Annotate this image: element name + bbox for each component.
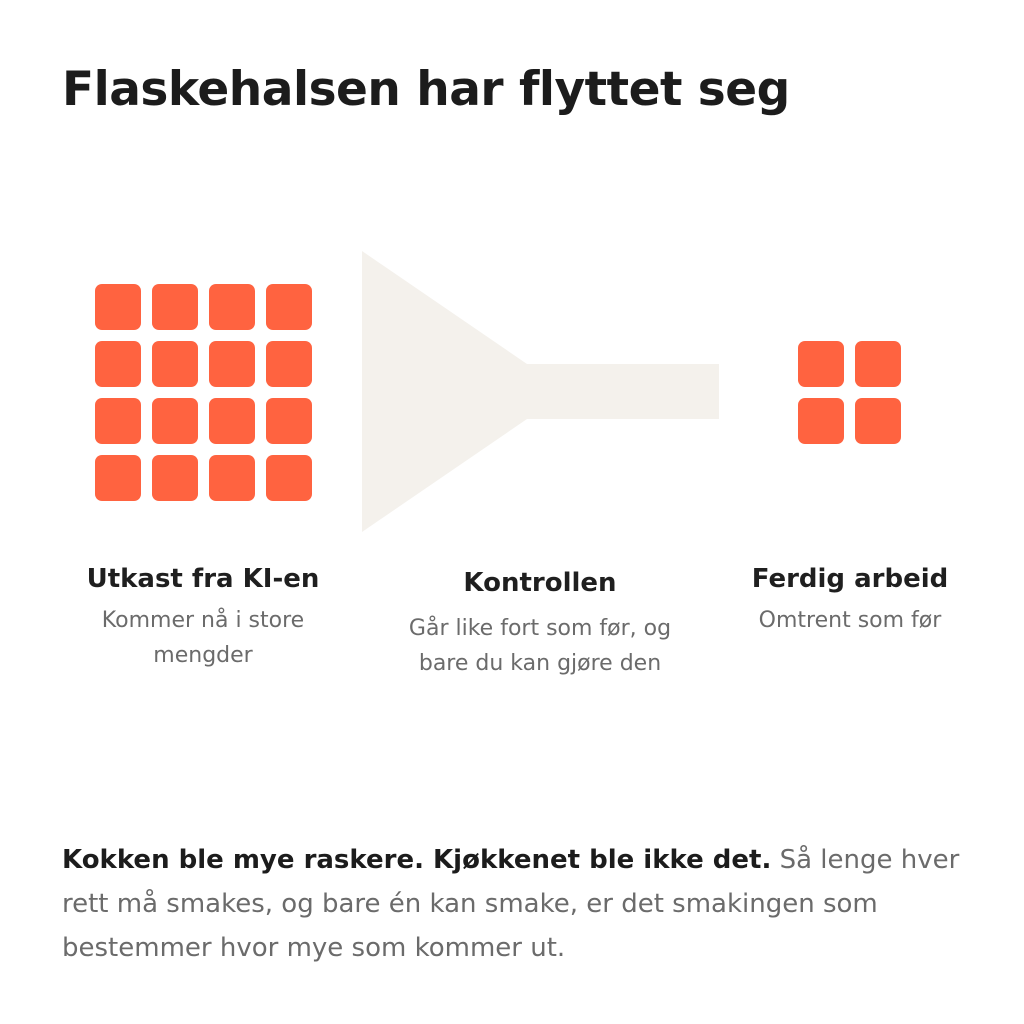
output-squares-grid	[798, 341, 901, 444]
footer-text	[62, 838, 982, 970]
input-square-15	[209, 455, 255, 501]
input-square-16	[266, 455, 312, 501]
stage-output-description	[720, 602, 980, 639]
stage-output-label	[720, 562, 980, 639]
stage-input-desc-line2: mengder	[153, 643, 253, 668]
input-square-6	[152, 341, 198, 387]
output-square-3	[798, 398, 844, 444]
stage-check-desc-line2: bare du kan gjøre den	[418, 651, 662, 676]
stage-check-desc-line1: Går like fort som før, og	[408, 616, 672, 641]
input-square-5	[95, 341, 141, 387]
input-square-2	[152, 284, 198, 330]
input-square-4	[266, 284, 312, 330]
input-square-12	[266, 398, 312, 444]
input-square-10	[152, 398, 198, 444]
stage-output-title: Ferdig arbeid	[751, 564, 949, 594]
stage-check-label	[370, 566, 710, 682]
input-square-9	[95, 398, 141, 444]
input-square-11	[209, 398, 255, 444]
stage-check-description	[370, 610, 710, 682]
input-squares-grid	[95, 284, 312, 501]
stage-check-title: Kontrollen	[463, 568, 617, 598]
stage-input-desc-line1: Kommer nå i store	[101, 608, 305, 633]
input-square-1	[95, 284, 141, 330]
output-square-2	[855, 341, 901, 387]
funnel-shape	[362, 251, 719, 532]
stage-input-title: Utkast fra KI-en	[86, 564, 320, 594]
output-square-1	[798, 341, 844, 387]
input-square-13	[95, 455, 141, 501]
input-square-7	[209, 341, 255, 387]
input-square-8	[266, 341, 312, 387]
stage-input-description	[62, 602, 344, 674]
stage-output-desc-line1: Omtrent som før	[758, 608, 942, 633]
input-square-3	[209, 284, 255, 330]
output-square-4	[855, 398, 901, 444]
stage-input-label	[62, 562, 344, 674]
input-square-14	[152, 455, 198, 501]
footer-rest-text: Så lenge hver rett må smakes, og bare én kan smake, er det smakingen som bestemmer hvor mye som kommer ut.	[62, 845, 960, 963]
footer-bold-text: Kokken ble mye raskere. Kjøkkenet ble ikke det.	[62, 845, 772, 875]
page-title: Flaskehalsen har flyttet seg	[62, 62, 790, 117]
